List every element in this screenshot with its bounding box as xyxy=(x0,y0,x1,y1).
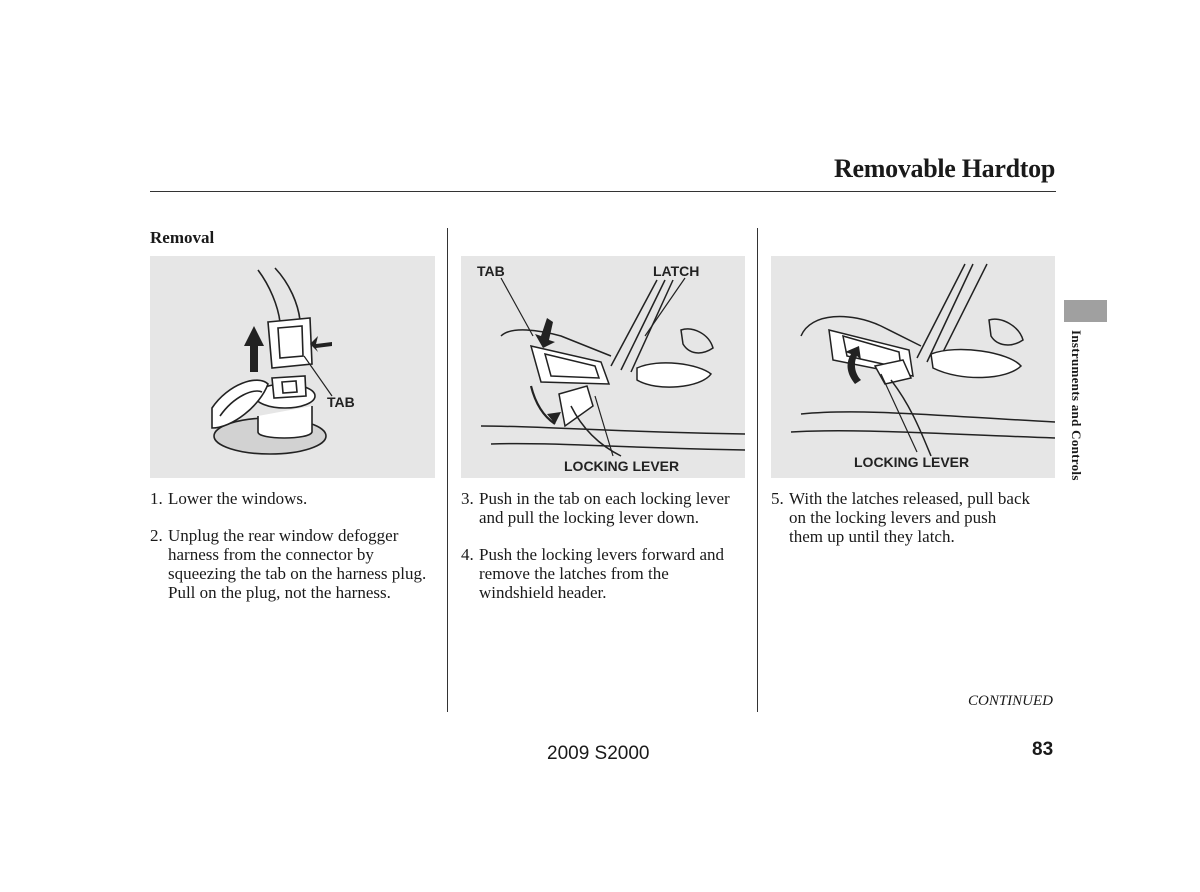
footer-model: 2009 S2000 xyxy=(547,743,650,764)
steps-column-3 xyxy=(771,489,1031,564)
illustration-locking-lever-tab xyxy=(461,256,745,478)
step-number: 2. xyxy=(150,526,163,545)
page-number: 83 xyxy=(1032,739,1054,760)
step-item xyxy=(461,489,736,527)
locking-lever-tab-drawing xyxy=(461,256,745,478)
callout-tab: TAB xyxy=(327,394,355,410)
harness-connector-drawing xyxy=(150,256,435,478)
step-text: Unplug the rear window defogger harness from the connector by squeezing the tab on the harness plug. Pull on the plug, not the harness. xyxy=(168,526,427,602)
title-rule xyxy=(150,191,1056,192)
step-text: Push in the tab on each locking lever and pull the locking lever down. xyxy=(479,489,730,527)
step-text: With the latches released, pull back on the locking levers and push them up until they latch. xyxy=(789,489,1030,546)
page-title: Removable Hardtop xyxy=(834,154,1055,183)
step-item xyxy=(150,526,435,602)
step-number: 4. xyxy=(461,545,474,564)
callout-locking-lever: LOCKING LEVER xyxy=(854,454,970,470)
continued-label: CONTINUED xyxy=(968,693,1054,709)
column-divider xyxy=(447,228,448,712)
section-tab-marker xyxy=(1064,300,1107,322)
step-item xyxy=(771,489,1031,546)
step-text: Push the locking levers forward and remove the latches from the windshield header. xyxy=(479,545,725,602)
callout-tab: TAB xyxy=(477,263,505,279)
steps-column-2 xyxy=(461,489,736,620)
step-number: 1. xyxy=(150,489,163,508)
callout-locking-lever: LOCKING LEVER xyxy=(564,458,680,474)
section-tab-label: Instruments and Controls xyxy=(1069,330,1084,481)
step-number: 3. xyxy=(461,489,474,508)
section-heading: Removal xyxy=(150,228,215,247)
step-number: 5. xyxy=(771,489,784,508)
column-divider xyxy=(757,228,758,712)
illustration-harness-connector xyxy=(150,256,435,478)
step-item xyxy=(150,489,435,508)
steps-column-1 xyxy=(150,489,435,620)
step-item xyxy=(461,545,736,602)
locking-lever-latched-drawing xyxy=(771,256,1055,478)
callout-latch: LATCH xyxy=(653,263,700,279)
illustration-locking-lever-latched xyxy=(771,256,1055,478)
step-text: Lower the windows. xyxy=(168,489,308,508)
